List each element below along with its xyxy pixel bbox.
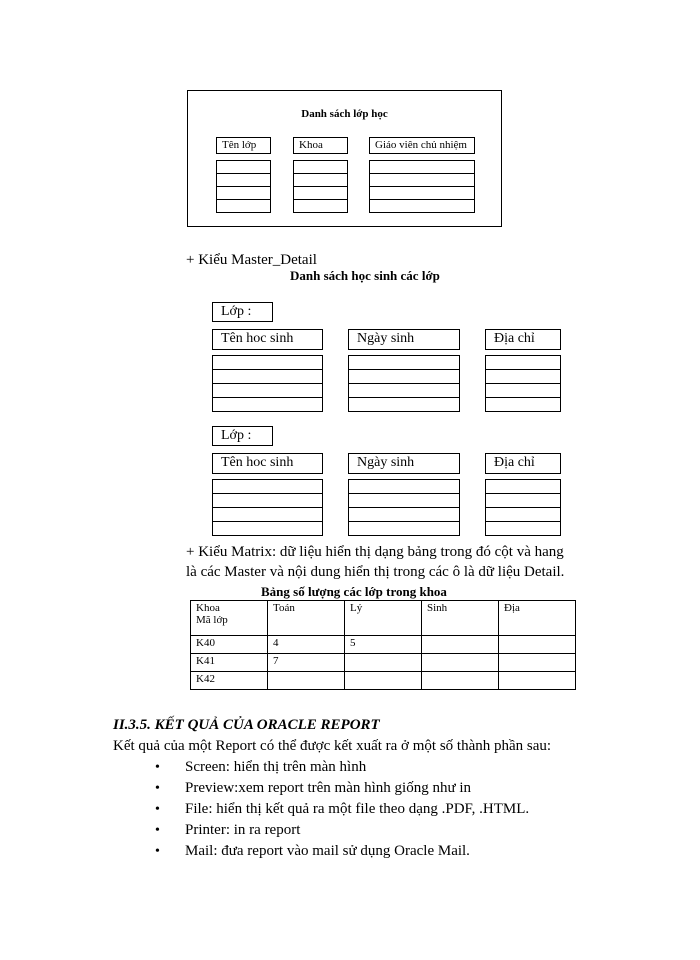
row-header: K41 [191,654,268,672]
table-cell [268,672,345,690]
table-cell [499,636,576,654]
column-header: Toán [268,601,345,636]
birth-date-header: Ngày sinh [348,329,460,350]
address-rows [485,479,561,536]
table-cell: 4 [268,636,345,654]
table-cell [422,672,499,690]
class-name-rows [216,160,271,213]
master-detail-heading: + Kiểu Master_Detail [186,252,317,268]
bullet-icon: • [155,781,160,796]
column-header: Lý [345,601,422,636]
table-cell [499,654,576,672]
class-label-box: Lớp : [212,426,273,446]
row-header: K40 [191,636,268,654]
list-item-text: Preview:xem report trên màn hình giống như in [185,780,471,796]
master-detail-title: Danh sách học sinh các lớp [290,268,440,283]
corner-top-label: Khoa [196,602,220,614]
bullet-icon: • [155,760,160,775]
corner-bottom-label: Mã lớp [196,614,228,626]
address-header: Địa chỉ [485,453,561,474]
table-cell [422,654,499,672]
class-name-header: Tên lớp [216,137,271,154]
bullet-icon: • [155,802,160,817]
section-intro: Kết quả của một Report có thể được kết xuất ra ở một số thành phần sau: [113,738,552,754]
table-cell: 5 [345,636,422,654]
matrix-table-title: Bảng số lượng các lớp trong khoa [261,584,447,599]
class-label-box: Lớp : [212,302,273,322]
corner-cell [191,601,268,636]
list-item-text: File: hiển thị kết quả ra một file theo dạng .PDF, .HTML. [185,801,530,817]
class-count-matrix [190,600,576,690]
table-cell [345,672,422,690]
address-header: Địa chỉ [485,329,561,350]
matrix-desc-line-1: + Kiểu Matrix: dữ liệu hiển thị dạng bảng trong đó cột và hang [186,544,564,560]
address-rows [485,355,561,412]
section-heading: II.3.5. KẾT QUẢ CỦA ORACLE REPORT [113,717,380,733]
bullet-icon: • [155,844,160,859]
column-header: Địa [499,601,576,636]
column-header: Sinh [422,601,499,636]
table-row [191,672,576,690]
table-row [191,601,576,636]
student-name-header: Tên hoc sinh [212,329,323,350]
homeroom-teacher-header: Giáo viên chủ nhiệm [369,137,475,154]
birth-date-rows [348,355,460,412]
birth-date-header: Ngày sinh [348,453,460,474]
table-cell [345,654,422,672]
bullet-icon: • [155,823,160,838]
class-list-title: Danh sách lớp học [301,108,388,120]
list-item-text: Printer: in ra report [185,822,301,838]
table-cell: 7 [268,654,345,672]
faculty-header: Khoa [293,137,348,154]
table-row [191,654,576,672]
list-item-text: Mail: đưa report vào mail sử dụng Oracle Mail. [185,843,470,859]
student-name-header: Tên hoc sinh [212,453,323,474]
list-item-text: Screen: hiển thị trên màn hình [185,759,367,775]
faculty-rows [293,160,348,213]
row-header: K42 [191,672,268,690]
table-cell [499,672,576,690]
student-name-rows [212,355,323,412]
birth-date-rows [348,479,460,536]
student-name-rows [212,479,323,536]
teacher-rows [369,160,475,213]
table-cell [422,636,499,654]
matrix-desc-line-2: là các Master và nội dung hiển thị trong các ô là dữ liệu Detail. [186,564,565,580]
table-row [191,636,576,654]
